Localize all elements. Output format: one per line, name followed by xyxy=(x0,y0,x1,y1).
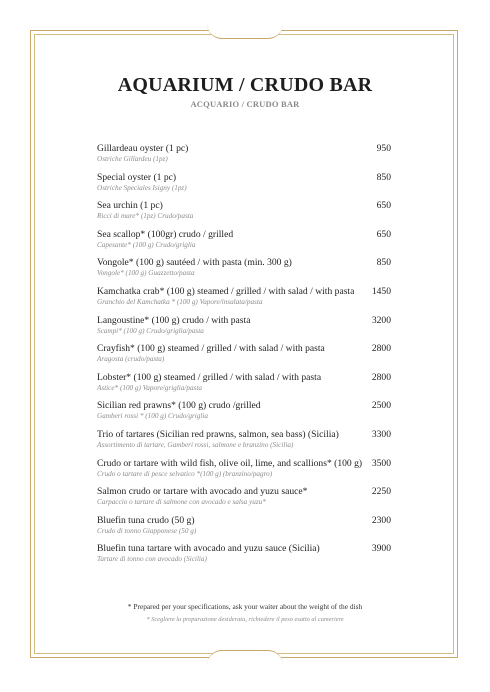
menu-item xyxy=(97,257,391,286)
menu-item xyxy=(97,543,391,572)
menu-item-price: 850 xyxy=(376,171,391,183)
menu-item-price: 2800 xyxy=(371,343,391,355)
menu-list xyxy=(97,143,391,572)
menu-item-subtitle: Gamberi rossi * (100 g) Crudo/griglia xyxy=(97,412,208,421)
menu-item-subtitle: Crudo di tonno Giapponese (50 g) xyxy=(97,526,197,535)
footnote: * Prepared per your specifications, ask your waiter about the weight of the dish xyxy=(127,602,363,611)
menu-item-subtitle: Ostriche Speciales Isigny (1pz) xyxy=(97,183,187,192)
menu-item-name: Sea urchin (1 pc) xyxy=(97,200,163,212)
menu-item-name: Salmon crudo or tartare with avocado and yuzu sauce* xyxy=(97,486,308,498)
menu-item-subtitle: Carpaccio o tartare di salmone con avocado e salsa yuzu* xyxy=(97,498,266,507)
menu-item xyxy=(97,343,391,372)
menu-item-name: Kamchatka crab* (100 g) steamed / grilled / with salad / with pasta xyxy=(97,285,355,297)
menu-item-price: 3200 xyxy=(371,314,391,326)
menu-item-subtitle: Vongole* (100 g) Guazzetto/pasta xyxy=(97,269,195,278)
menu-item-price: 3900 xyxy=(371,543,391,555)
menu-item-price: 650 xyxy=(376,228,391,240)
menu-item xyxy=(97,286,391,315)
menu-item-subtitle: Assortimento di tartare, Gamberi rossi, salmone e branzino (Sicilia) xyxy=(97,440,294,449)
menu-item-price: 3500 xyxy=(371,457,391,469)
menu-item-subtitle: Astice* (100 g) Vapore/griglia/pasta xyxy=(97,383,202,392)
frame-bottom-ornament xyxy=(207,650,283,665)
menu-item xyxy=(97,143,391,172)
menu-item-name: Gillardeau oyster (1 pc) xyxy=(97,143,189,154)
menu-item-price: 3300 xyxy=(371,428,391,440)
menu-item xyxy=(97,458,391,487)
menu-item xyxy=(97,486,391,515)
menu-item-name: Crayfish* (100 g) steamed / grilled / with salad / with pasta xyxy=(97,343,325,355)
menu-item xyxy=(97,372,391,401)
menu-item-name: Bluefin tuna crudo (50 g) xyxy=(97,514,195,526)
menu-item xyxy=(97,400,391,429)
menu-item-name: Sea scallop* (100gr) crudo / grilled xyxy=(97,228,234,240)
menu-item-subtitle: Capesante* (100 g) Crudo/griglia xyxy=(97,240,196,249)
menu-item-name: Trio of tartares (Sicilian red prawns, salmon, sea bass) (Sicilia) xyxy=(97,428,339,440)
menu-item-name: Bluefin tuna tartare with avocado and yuzu sauce (Sicilia) xyxy=(97,543,320,555)
menu-item-price: 2800 xyxy=(371,371,391,383)
menu-item-price: 1450 xyxy=(371,285,391,297)
menu-item-name: Crudo or tartare with wild fish, olive oil, lime, and scallions* (100 g) xyxy=(97,457,363,469)
menu-item-subtitle: Aragosta (crudo/pasta) xyxy=(97,355,165,364)
menu-item xyxy=(97,200,391,229)
menu-item-subtitle: Crudo o tartare di pesce selvatico *(100 g) (branzino/pagro) xyxy=(97,469,273,478)
menu-item-name: Lobster* (100 g) steamed / grilled / with salad / with pasta xyxy=(97,371,322,383)
menu-item-name: Special oyster (1 pc) xyxy=(97,171,177,183)
frame-top-ornament xyxy=(207,24,283,39)
menu-item-name: Vongole* (100 g) sautéed / with pasta (min. 300 g) xyxy=(97,257,292,269)
menu-item-price: 2300 xyxy=(371,514,391,526)
menu-item-price: 2500 xyxy=(371,400,391,412)
menu-item xyxy=(97,172,391,201)
menu-item-name: Sicilian red prawns* (100 g) crudo /grilled xyxy=(97,400,261,412)
menu-item-price: 850 xyxy=(376,257,391,269)
menu-item-subtitle: Tartare di tonno con avocado (Sicilia) xyxy=(97,555,207,564)
menu-item-subtitle: Ricci di mare* (1pz) Crudo/pasta xyxy=(97,212,194,221)
menu-item xyxy=(97,229,391,258)
menu-item-subtitle: Scampi* (100 g) Crudo/griglia/pasta xyxy=(97,326,204,335)
menu-item-price: 950 xyxy=(376,143,391,154)
menu-item-price: 650 xyxy=(376,200,391,212)
page-title: AQUARIUM / CRUDO BAR xyxy=(117,74,373,96)
page-subtitle: ACQUARIO / CRUDO BAR xyxy=(190,99,300,109)
menu-item-subtitle: Granchio del Kamchatka * (100 g) Vapore/insalata/pasta xyxy=(97,297,263,306)
menu-item xyxy=(97,315,391,344)
menu-item xyxy=(97,515,391,544)
menu-item xyxy=(97,429,391,458)
menu-item-name: Langoustine* (100 g) crudo / with pasta xyxy=(97,314,251,326)
menu-item-price: 2250 xyxy=(371,486,391,498)
footnote-italian: * Scegliere la preparazione desiderata, richiedere il peso esatto al cameriere xyxy=(146,616,344,623)
menu-item-subtitle: Ostriche Gillardeu (1pz) xyxy=(97,155,168,163)
